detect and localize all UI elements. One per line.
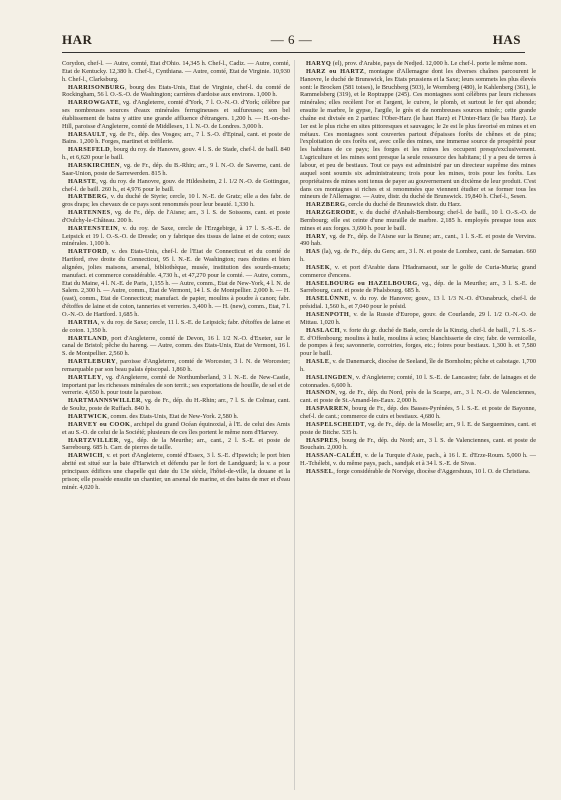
entry-text: , v. du roy. de Hanovre; gouv., 13 l. 1/3 N.-O. d'Osnabruck, chef-l. de présidial. 1,560 h., et 7,040 pour le présid. (300, 295, 536, 311)
dictionary-entry (62, 146, 290, 162)
entry-text: (la), vg. de Fr., dép. du Gers; arr., 3 l. N. et poste de Lombez, cant. de Samatan. 660 h. (300, 248, 536, 264)
dictionary-entry (62, 437, 290, 453)
entry-headword: HARTENSTEIN (68, 224, 119, 232)
entry-headword: HARYQ (306, 60, 332, 67)
dictionary-entry (62, 335, 290, 359)
dictionary-entry (300, 233, 536, 249)
entry-text: , vg. de Fr., dép. des Vosges; arr., 7 l. S.-O. d'Epinal, cant. et poste de Bains. 1,200 h. Forges, martinet et tréfilerie. (62, 130, 290, 146)
dictionary-entry (62, 374, 290, 398)
entry-headword: HASSEL (306, 467, 334, 475)
entry-text: , vg. de Fr., dép. du H.-Rhin; arr., 7 l. S. de Colmar, cant. de Soultz, poste de Ruffach. 840 h. (62, 397, 290, 413)
entry-headword: HARSKIRCHEN (68, 161, 120, 169)
dictionary-entry (62, 193, 290, 209)
dictionary-entry (300, 421, 536, 437)
entry-text: , vg., dép. de la Meurthe; arr., cant., 2 l. S.-E. et poste de Sarrebourg. 685 h. Carr. de pierres de taille. (62, 436, 290, 452)
entry-headword: HASPELSCHEIDT (306, 420, 365, 428)
dictionary-entry (300, 327, 536, 358)
entry-text: , bourg de Fr., dép. des Basses-Pyrénées, 5 l. S.-E. et poste de Bayonne, chef-l. de cant.; commerce de cuirs et bestiaux. 4,680 h. (300, 405, 536, 420)
entry-headword: HASPRES (306, 436, 338, 444)
entry-headword: HARTZVILLER (68, 436, 119, 444)
entry-headword: HASPARREN (306, 405, 349, 413)
entry-text: , v. du duché d'Anhalt-Bernbourg; chef-l. de baill., 10 l. O.-S.-O. de Bernbourg; elle est ceinte d'une muraille de marbre. 2,185 h. employés presque tous aux mines et aux forges. 3,690 h. pour le baill. (300, 209, 536, 232)
entry-headword: HAS (306, 248, 321, 256)
entry-text: , vg. de Fr., dép. de l'Aisne; arr., 3 l. S. de Soissons, cant. et poste d'Oulchy-le-Château. 200 h. (62, 209, 290, 224)
dictionary-entry (300, 374, 536, 390)
entry-headword: HASEK (306, 263, 331, 271)
entry-headword: HARTBERG (68, 193, 108, 201)
dictionary-entry (62, 248, 290, 319)
dictionary-entry (300, 389, 536, 405)
entry-headword: HARTLEY (68, 373, 102, 381)
dictionary-entry (62, 319, 290, 335)
entry-text: , v. de Danemarck, diocèse de Seeland, île de Bornholm; pêche et cabotage. 1,700 h. (300, 358, 536, 373)
entry-headword: HASLE (306, 358, 330, 366)
dictionary-entry (62, 225, 290, 249)
entry-text: Corydon, chef-l. — Autre, comté, Etat d'Ohio. 14,345 h. Chef-l., Cadiz. — Autre, comté, Etat de Kentucky. 12,380 h. Chef-l., Cynthiana. — Autre, comté, Etat de Virginie. 10,930 h. Chef-l., Clarksburg. (62, 60, 290, 83)
entry-headword: HARY (306, 232, 326, 240)
dictionary-entry (300, 405, 536, 421)
entry-headword: HASELÜNNE (306, 295, 349, 303)
dictionary-entry (300, 60, 536, 68)
entry-text: , v. et port d'Angleterre, comté d'Essex, 3 l. S.-E. d'Ipswich; le port bien abrité est situé sur la baie d'Harwich et défendu par le fort de Landguard; la v. a pour principaux édifices une chapelle qui date du 13e siècle, l'hôtel-de-ville, la douane et la prison; elle possède ensuite un chantier, un arsenal de marine, et des bains de mer et d'eau minér. 4,020 h. (62, 452, 290, 491)
entry-text: (el), prov. d'Arabie, pays de Nedjed. 12,000 h. Le chef-l. porte le même nom. (331, 60, 528, 67)
entry-headword: HARZ ou HARTZ (306, 67, 365, 75)
entry-text: , cercle du duché de Brunswick distr. du Harz. (345, 201, 462, 209)
entry-headword: HARSAULT (68, 130, 106, 138)
dictionary-entry (300, 248, 536, 264)
header-left-guide-word: HAR (62, 32, 93, 47)
dictionary-entry (300, 468, 536, 476)
dictionary-entry (300, 280, 536, 296)
entry-text: , v. de la Turquie d'Asie, pach., à 16 l. E. d'Erze-Roum. 5,000 h. — H.-Tchélebi, v. du même pays, pach., sandjak et à 34 l. S.-E. de Sivas. (300, 452, 536, 468)
entry-text: , bourg des Etats-Unis, Etat de Virginie, chef-l. du comté de Rockingham, 56 l. O.-S.-O. de Washington; carrières d'ardoise aux environs. 1,000 h. (62, 83, 290, 99)
entry-text: , port d'Angleterre, comté de Devon, 16 l. 1/2 N.-O. d'Exeter, sur le canal de Bristol; pêche du hareng. — Autre, comm. des Etats-Unis, Etat de Vermont, 16 l. S. de Montpellier. 2,560 h. (62, 334, 290, 358)
entry-text: , vg. d'Angleterre, comté de Northumberland, 3 l. N.-E. de New-Castle, important par les richesses minérales de son territ.; ses exportations de houille, de sel et de verrerie. 4,650 h. pour toute la paroisse. (62, 373, 290, 397)
dictionary-entry (300, 201, 536, 209)
dictionary-entry (62, 397, 290, 413)
entry-text: , vg. du roy. de Hanovre, gouv. de Hildesheim, 2 l. 1/2 N.-O. de Gottingue, chef-l. de baill. 260 h., et 4,976 pour le baill. (62, 177, 290, 193)
entry-text: , v. des Etats-Unis, chef-l. de l'Etat de Connecticut et du comté de Hartford, rive droite du Connecticut, 95 l. N.-E. de Washington; rues droites et bien alignées, jolies maisons, arsenal, bibliothèque, musée, institution des sourds-muets; manufact. et commerce considérable. 4,730 h., et 47,270 pour le comté. — Autre, comm., Etat du Maine, 4 l. N.-E. de Paris, 1,155 h. — Autre, comm., Etat de New-York, 4 l. N. de Salem. 2,300 h. — Autre, comm., Etat de Vermont, 14 l. S. de Montpellier. 2,000 h. — H. (east), comm., Etat de Connecticut; manufact. de papier, moulins à poudre à canon; fabr. d'étoffes de laine et de coton, tanneries et verreries. 3,400 h. — H. (new), comm., Etat, 7 l. O.-N.-O. de Hartford. 1,685 h. (62, 248, 290, 318)
dictionary-entry (62, 209, 290, 225)
entry-text: , v. du duché de Styrie; cercle, 10 l. N.-E. de Gratz; elle a des fabr. de gros draps; les chevaux de ce pays sont renommés pour leur beauté. 1,330 h. (62, 193, 290, 209)
entry-headword: HARSTE (68, 177, 97, 185)
dictionary-entry (300, 68, 536, 201)
dictionary-entry (300, 311, 536, 327)
entry-headword: HARROWGATE (68, 99, 120, 107)
page-number: — 6 — (270, 32, 313, 47)
left-column (62, 60, 290, 790)
entry-text: , v. d'Angleterre; comté, 10 l. S.-E. de Lancastre; fabr. de lainages et de cotonnades. 6,600 h. (300, 373, 536, 389)
header-rule (62, 52, 525, 53)
entry-text: , v. du roy. de Saxe, cercle de l'Erzgebirge, à 17 l. S.-S.-E. de Leipsick et 19 l. O.-S.-O. de Dresde; on y fabrique des tissus de laine et de coton; eaux minérales. 1,100 h. (62, 224, 290, 248)
running-header (62, 32, 521, 50)
entry-headword: HARVEY ou COOK (68, 420, 131, 428)
entry-headword: HASENPOTH (306, 311, 350, 318)
entry-text: , vg. de Fr., dép. de l'Aisne sur la Brune; arr., cant., 1 l. S.-E. et poste de Vervins. 490 hab. (300, 232, 536, 248)
entry-headword: HARZGERODE (306, 209, 356, 217)
dictionary-entry (62, 60, 290, 84)
entry-text: , montagne d'Allemagne dont les diverses chaînes parcourent le Hanovre, le duché de Brunswick, les Etats prussiens et la Saxe; leurs sommets les plus élevés sont: le Brocken (581 toises), le Bruchberg (503), le Wormberg (480), le Kahlenberg (361), le Rammelsberg (319), et le Roptrappe (245). Ces montagnes sont célèbres par leurs richesses minérales; elles recèlent l'or et l'argent, le cuivre, le plomb, et surtout le fer qui abonde; ensuite le marbre, le gypse, l'argile, le grès et de nombreuses sources minér.; cette grande chaîne est divisée en 2 parties: l'Ober-Harz (le haut Harz) et l'Unter-Harz (le bas Harz). Le 1er est le plus riche en sites pittoresques et sauvages; le 2e est le plus favorisé en mines et en métaux. Ces montagnes sont couvertes partout d'épaisses forêts de chênes et de pins; l'exploitation de ces forêts est, avec celle des mines, une immense source de prospérité pour les habitans de ce pays; les forges et les mines les occupent presqu'exclusivement. L'agriculture et les mines sont presque la seule ressource des habitans; il y a peu de terres à labour, et peu de bestiaux. Tout ce pays est administré par un directeur suprême des mines auquel sont soumis six administrateurs; trois pour les mines, trois pour les forêts. Les propriétaires de mines sont tenus de payer au gouvernement un dixième de leur produit. C'est dans ces montagnes si riches et si renommées que viennent étudier et se former tous les mineurs de l'Allemagne. — Autre, distr. du duché de Brunswick. 19,840 h. Chef-l., Sesen. (300, 67, 536, 201)
entry-headword: HARTLAND (68, 334, 108, 342)
dictionary-entry (62, 413, 290, 421)
dictionary-entry (62, 421, 290, 437)
entry-text: , v. de la Russie d'Europe, gouv. de Courlande, 29 l. 1/2 O.-N.-O. de Mittau. 1,020 h. (300, 311, 536, 326)
entry-text: , vg. de Fr., dép. de la Moselle; arr., 9 l. E. de Sarguemines, cant. et poste de Bitche. 535 h. (300, 420, 536, 436)
entry-text: , vg. d'Angleterre, comté d'York, 7 l. O.-N.-O. d'York; célèbre par ses nombreuses sources d'eaux minérales ferrugineuses et sulfureuses; son bel établissement de bains y attire une grande affluence d'étrangers. 1,200 h. — H.-on-the-Hill, paroisse d'Angleterre, comté de Middlesex, 1 l. N.-O. de Londres. 3,000 h. (62, 99, 290, 130)
entry-headword: HASLACH (306, 326, 340, 334)
entry-headword: HASLINGDEN (306, 373, 353, 381)
dictionary-entry (62, 178, 290, 194)
entry-text: , v. du roy. de Saxe; cercle, 11 l. S.-E. de Leipsick; fabr. d'étoffes de laine et de coton. 1,350 h. (62, 318, 290, 334)
entry-text: , v. et port d'Arabie dans l'Hadramaout, sur le golfe de Curia-Muria; grand commerce d'encens. (300, 263, 536, 279)
entry-headword: HARTLEBURY (68, 358, 116, 366)
dictionary-entry (62, 452, 290, 491)
entry-headword: HARZBERG (306, 201, 346, 209)
entry-text: , comm. des Etats-Unis, Etat de New-York. 2,580 h. (107, 412, 239, 420)
entry-headword: HARRISONBURG (68, 83, 125, 91)
dictionary-entry (62, 84, 290, 100)
entry-headword: HARTWICK (68, 412, 108, 420)
dictionary-entry (62, 99, 290, 130)
dictionary-entry (62, 131, 290, 147)
entry-text: , vg., dép. de la Meurthe; arr., 3 l. S.-E. de Sarrebourg, cant. et poste de Phalsbourg. 685 h. (300, 279, 536, 295)
dictionary-entry (62, 162, 290, 178)
entry-text: , forge considérable de Norvège, diocèse d'Aggershuus, 10 l. O. de Christiana. (333, 467, 531, 475)
column-divider (294, 60, 295, 790)
entry-text: , vg. de Fr., dép. du Nord, près de la Scarpe, arr., 3 l. N.-O. de Valenciennes, cant. et poste de St.-Amand-les-Eaux. 2,000 h. (300, 389, 536, 405)
dictionary-entry (300, 264, 536, 280)
entry-headword: HASNON (306, 389, 336, 397)
entry-headword: HASSAN-CALÉH (306, 452, 361, 460)
dictionary-entry (300, 452, 536, 468)
entry-text: , archipel du grand Océan équinoxial, à l'E. de celui des Amis et au S.-O. de celui de la Société; plusieurs de ces îles portent le même nom d'Harvey. (62, 420, 290, 436)
dictionary-entry (300, 358, 536, 374)
dictionary-entry (300, 209, 536, 233)
entry-headword: HARTENNES (68, 209, 111, 217)
entry-headword: HARTHA (68, 318, 98, 326)
entry-text: , v. forte du gr. duché de Bade, cercle de la Kinzig, chef-l. de baill., 7 l. S.-S.-E. d'Offenbourg; moulins à huile, moulins à scies; blanchisserie de cire; fabr. de vermicelle, de pompes à feu; savonnerie, corroiries, forges, etc.; foires pour bestiaux. 1,300 h. et 7,580 pour le baill. (300, 326, 536, 358)
entry-headword: HARWICH (68, 452, 103, 460)
entry-text: , bourg du roy. de Hanovre, gouv. 4 l. S. de Stade, chef-l. de baill. 840 h., et 6,620 pour le baill. (62, 146, 290, 162)
entry-headword: HARSEFELD (68, 146, 111, 154)
entry-headword: HASELBOURG ou HAZELBOURG (306, 279, 418, 287)
dictionary-entry (300, 437, 536, 453)
entry-text: , bourg de Fr., dép. du Nord; arr., 3 l. S. de Valenciennes, cant. et poste de Bouchain. 2,000 h. (300, 436, 536, 452)
entry-headword: HARTFORD (68, 248, 108, 256)
entry-text: , vg. de Fr., dép. du B.-Rhin; arr., 9 l. N.-O. de Saverne, cant. de Saar-Union, poste de Sarrewerden. 815 h. (62, 161, 290, 177)
entry-text: , paroisse d'Angleterre, comté de Worcester, 3 l. N. de Worcester; remarquable par son beau palais épiscopal. 1,860 h. (62, 358, 290, 373)
dictionary-entry (62, 358, 290, 374)
entry-headword: HARTMANNSWILLER (68, 397, 141, 405)
dictionary-entry (300, 295, 536, 311)
right-column (300, 60, 536, 790)
header-right-guide-word: HAS (492, 32, 521, 47)
